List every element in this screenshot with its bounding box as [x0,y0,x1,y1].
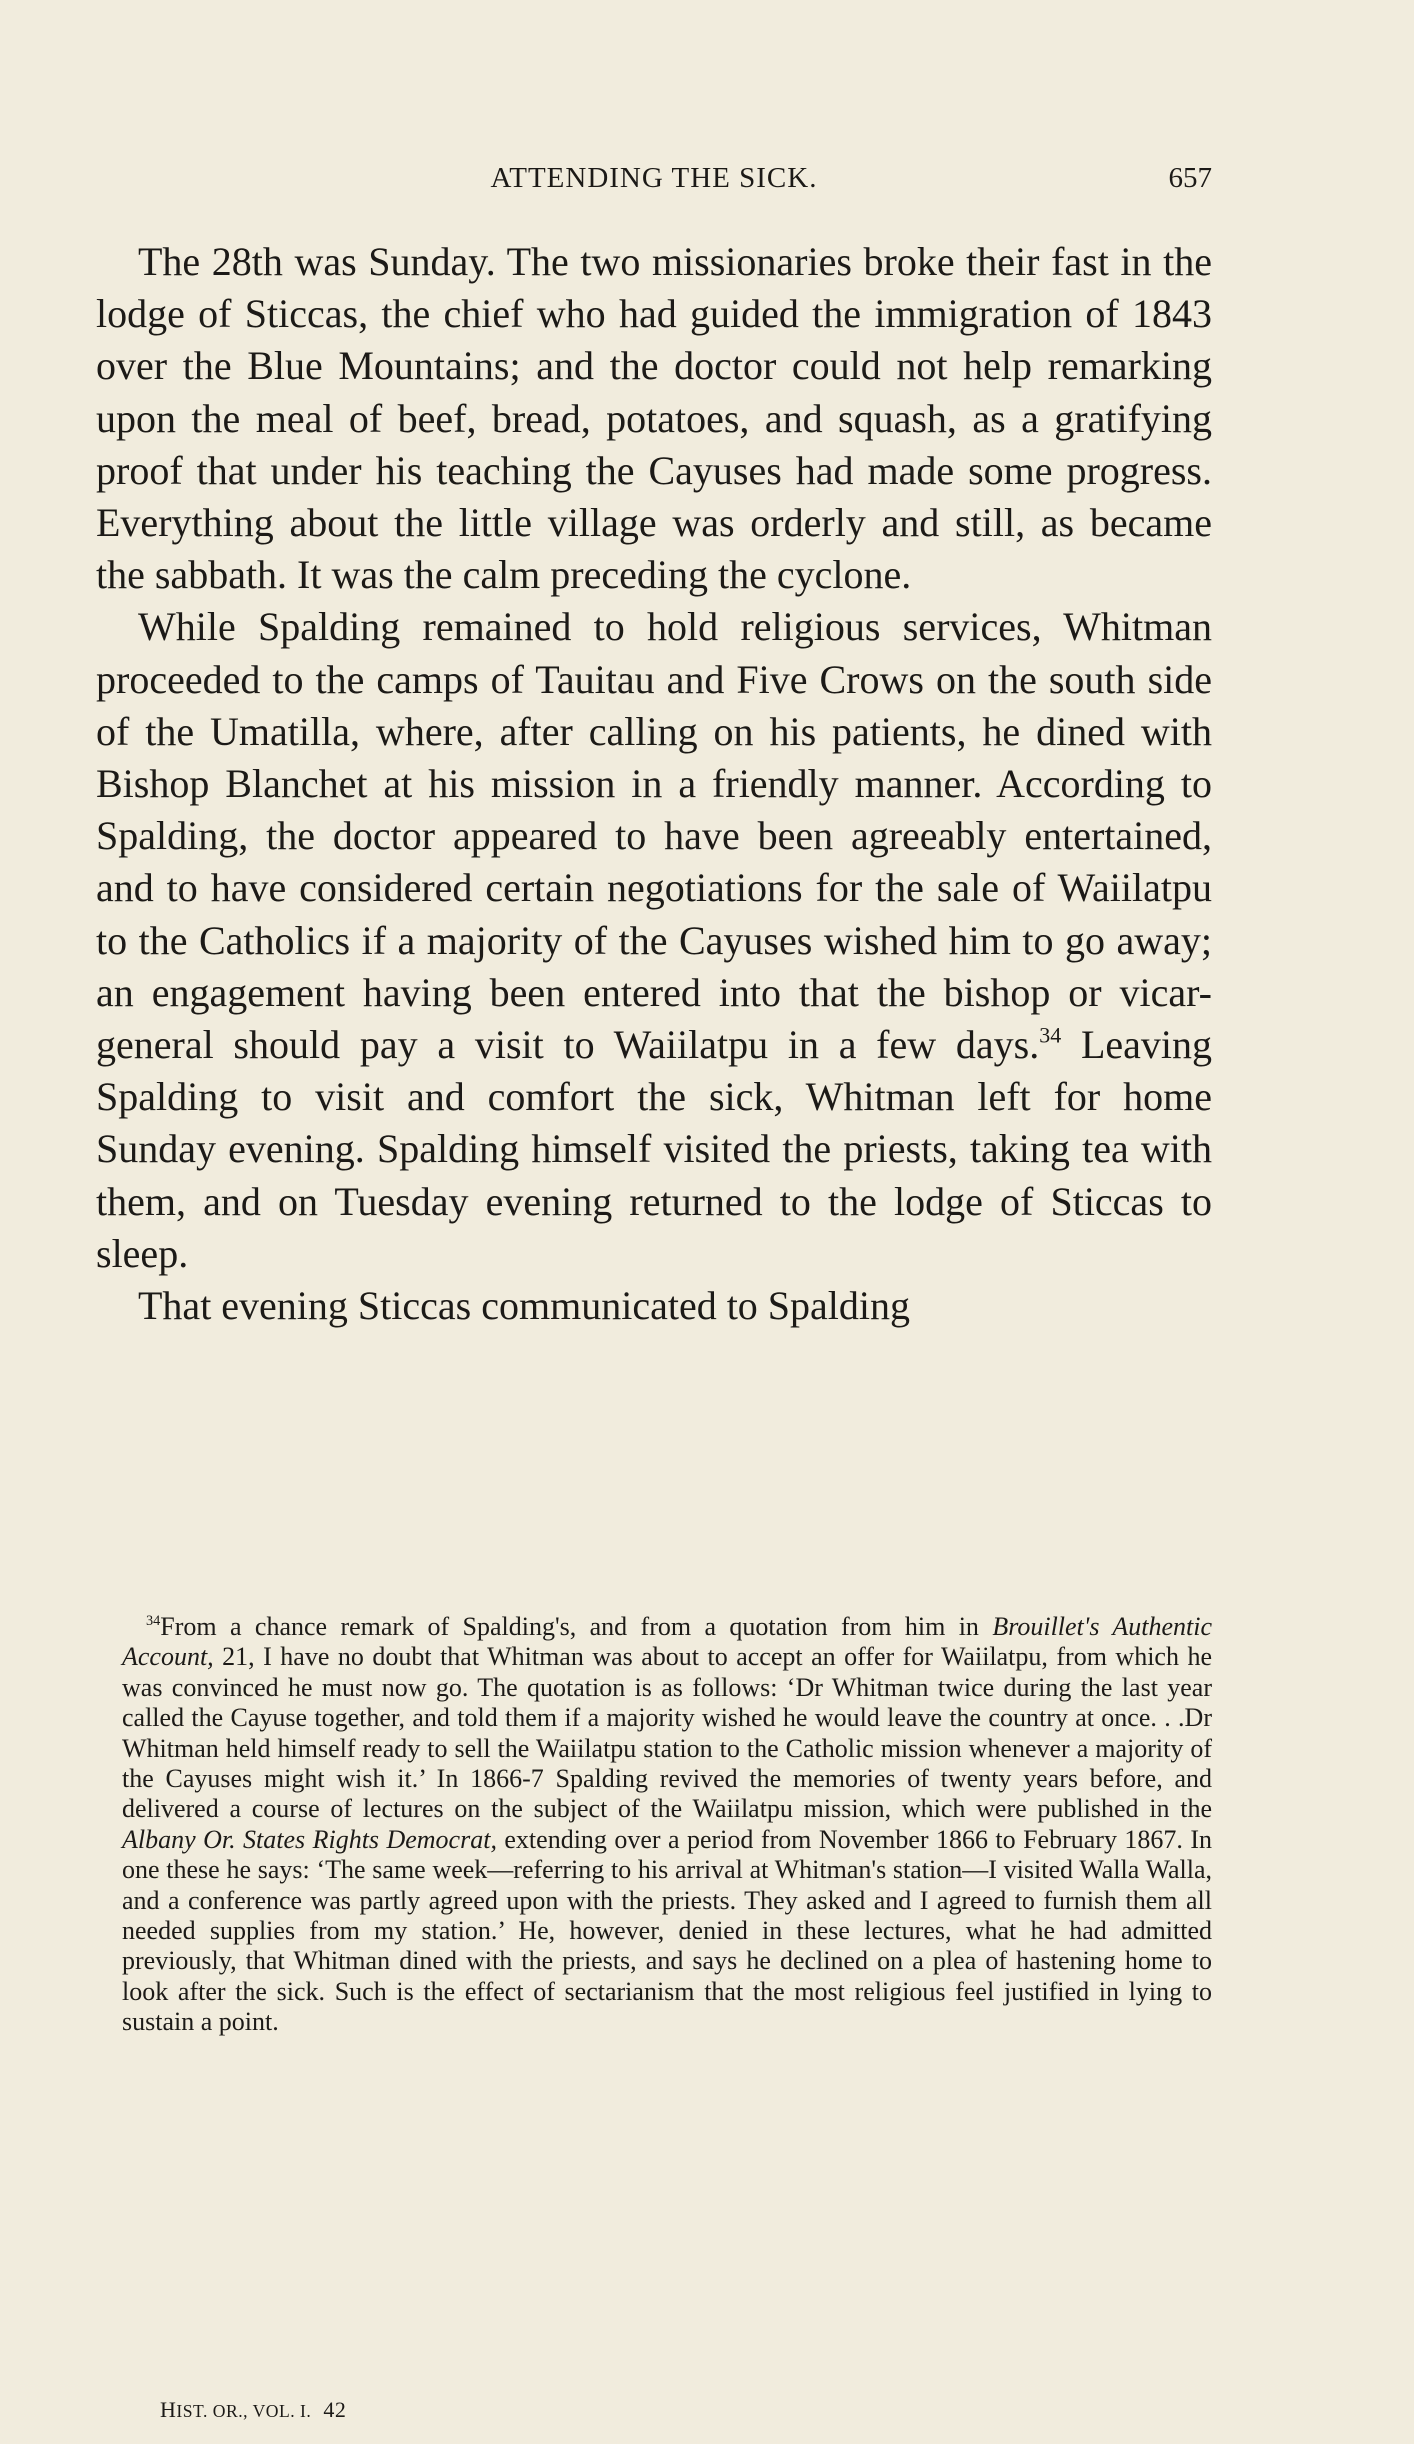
footnote-citation-2: Albany Or. States Rights Democrat, [122,1824,497,1854]
footnote-text-2: 21, I have no doubt that Whitman was about to accept an offer for Waiilatpu, from which he was convinced he must now go. The quotation is as follows: ‘Dr Whitman twice during the last year called the Cayuse together, and told them if a majority wished he would leave the country at once. . .Dr Whitman held himself ready to sell the Waiilatpu station to the Catholic mission whenever a majority of the Cayuses might wish it.’ In 1866-7 Spalding revived the memories of twenty years before, and delivered a course of lectures on the subject of the Waiilatpu mission, which were published in the [122,1642,1212,1824]
footnote-number: 34 [146,1613,161,1629]
footnotes [122,1612,1212,2038]
footnote-citation-1: Brouillet's Authentic Account, [122,1612,1213,1672]
paragraph-2 [96,601,1212,1280]
paragraph-3: That evening Sticcas communicated to Spalding [138,1283,911,1329]
signature-mark [160,2397,346,2423]
footnote-text-1: From a chance remark of Spalding's, and from a quotation from him in [160,1612,993,1641]
page-number: 657 [1168,162,1212,194]
signature-number: 42 [323,2397,347,2422]
main-text [96,236,1212,1332]
footnote-34 [122,1612,1212,2038]
footnote-text-3: extending over a period from November 1866 to February 1867. In one these he says: ‘The same week—referring to his arrival at Whitman's station—I visited Walla Walla, and a conference was partly agreed upon with the priests. They asked and I agreed to furnish them all needed supplies from my station.’ He, however, denied in these lectures, what he had admitted previously, that Whitman dined with the priests, and says he declined on a plea of hastening home to look after the sick. Such is the effect of sectarianism that the most religious feel justified in lying to sustain a point. [122,1824,1212,2037]
paragraph-2-part-1: While Spalding remained to hold religious services, Whitman proceeded to the camps of Tauitau and Five Crows on the south side of the Umatilla, where, after calling on his patients, he dined with Bishop Blanchet at his mission in a friendly manner. According to Spalding, the doctor appeared to have been agreeably entertained, and to have considered certain negotiations for the sale of Waiilatpu to the Catholics if a majority of the Cayuses wished him to go away; an engagement having been entered into that the bishop or vicar-general should pay a visit to Waiilatpu in a few days. [96,604,1212,1068]
running-head [96,162,1212,202]
paragraph-2-part-2: Leaving Spalding to visit and comfort the sick, Whitman left for home Sunday evening. Spalding himself visited the priests, taking tea with them, and on Tuesday evening returned to the lodge of Sticcas to sleep. [96,1022,1212,1276]
footnote-reference: 34 [1039,1022,1062,1048]
running-title: ATTENDING THE SICK. [490,162,818,194]
signature-initial: H [160,2397,177,2422]
paragraph-1: The 28th was Sunday. The two missionaries broke their fast in the lodge of Sticcas, the chief who had guided the immigration of 1843 over the Blue Mountains; and the doctor could not help remarking upon the meal of beef, bread, potatoes, and squash, as a gratifying proof that under his teaching the Cayuses had made some progress. Everything about the little village was orderly and still, as became the sabbath. It was the calm preceding the cyclone. [96,239,1212,598]
signature-text: IST. OR., VOL. I. [176,2401,312,2421]
